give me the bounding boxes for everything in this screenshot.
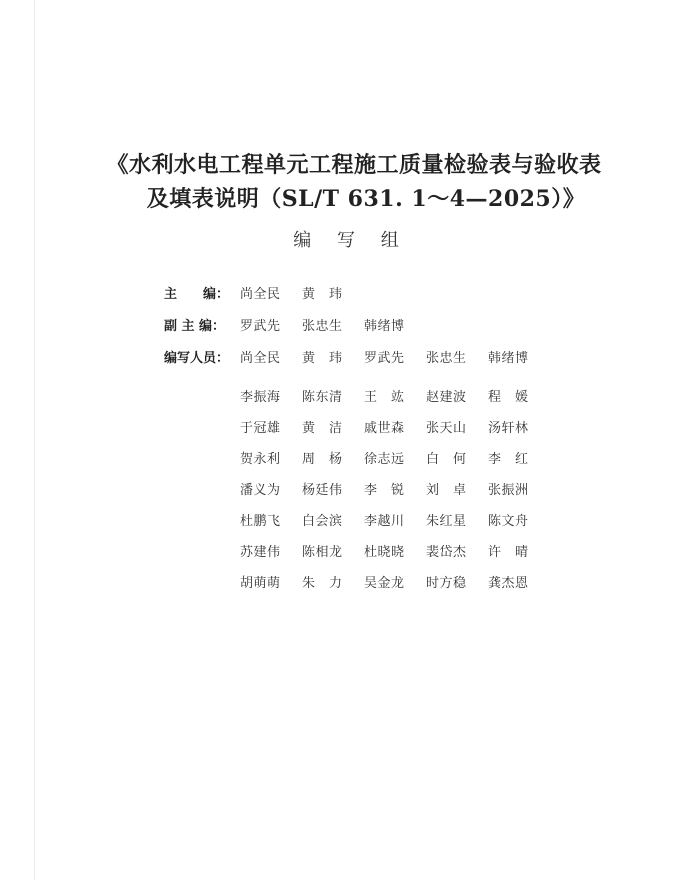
document-title-line-2: 及填表说明（SL/T 631. 1～4—2025）》: [146, 186, 586, 212]
writer-name: 龚杰恩: [488, 576, 529, 591]
writer-name: 周 杨: [302, 452, 343, 467]
writer-name: 朱 力: [302, 576, 343, 591]
writers-row: [164, 345, 550, 376]
writer-name: 李振海: [240, 390, 281, 405]
writer-name: 黄 洁: [302, 421, 343, 436]
writer-name: 贺永利: [240, 452, 281, 467]
deputy-editor-row: [164, 313, 550, 345]
writers-list-row: [240, 508, 550, 539]
writer-name: 罗武先: [364, 351, 405, 366]
writer-name: 杨廷伟: [302, 483, 343, 498]
writer-name: 韩绪博: [488, 351, 529, 366]
editor-roles: [164, 281, 550, 376]
writer-name: 李 红: [488, 452, 529, 467]
writer-name: 杜晓晓: [364, 545, 405, 560]
writer-name: 朱红星: [426, 514, 467, 529]
page-edge-divider: [34, 0, 35, 880]
deputy-editor-name: 张忠生: [302, 319, 343, 334]
writer-name: 戚世森: [364, 421, 405, 436]
writer-name: 李越川: [364, 514, 405, 529]
writer-name: 许 晴: [488, 545, 529, 560]
writer-name: 尚全民: [240, 351, 281, 366]
writer-name: 于冠雄: [240, 421, 281, 436]
writer-name: 时方稳: [426, 576, 467, 591]
writer-name: 黄 玮: [302, 351, 343, 366]
writers-list-row: [240, 539, 550, 570]
writer-name: 吴金龙: [364, 576, 405, 591]
writer-name: 潘义为: [240, 483, 281, 498]
writer-name: 裴岱杰: [426, 545, 467, 560]
writers-list-row: [240, 415, 550, 446]
chief-editor-label: 主 编：: [164, 287, 230, 302]
writers-list-row: [240, 570, 550, 601]
writers-list-row: [240, 446, 550, 477]
writer-name: 张天山: [426, 421, 467, 436]
document-title: [0, 148, 680, 216]
writers-list-row: [240, 477, 550, 508]
writer-name: 白 何: [426, 452, 467, 467]
writers-list: [240, 384, 550, 601]
writer-name: 程 媛: [488, 390, 529, 405]
writer-name: 陈相龙: [302, 545, 343, 560]
editorial-group-heading: 编 写 组: [293, 230, 409, 251]
chief-editor-name: 黄 玮: [302, 287, 343, 302]
deputy-editor-name: 韩绪博: [364, 319, 405, 334]
writer-name: 张忠生: [426, 351, 467, 366]
writer-name: 王 竑: [364, 390, 405, 405]
chief-editor-name: 尚全民: [240, 287, 281, 302]
writer-name: 苏建伟: [240, 545, 281, 560]
document-title-line-1: 《水利水电工程单元工程施工质量检验表与验收表: [106, 152, 602, 178]
writer-name: 杜鹏飞: [240, 514, 281, 529]
writer-name: 刘 卓: [426, 483, 467, 498]
writer-name: 胡萌萌: [240, 576, 281, 591]
writer-name: 徐志远: [364, 452, 405, 467]
writer-name: 陈文舟: [488, 514, 529, 529]
writers-label: 编写人员：: [164, 351, 230, 366]
writer-name: 白会滨: [302, 514, 343, 529]
deputy-editor-label: 副 主 编：: [164, 319, 226, 334]
writer-name: 张振洲: [488, 483, 529, 498]
deputy-editor-name: 罗武先: [240, 319, 281, 334]
chief-editor-row: [164, 281, 550, 313]
writer-name: 赵建波: [426, 390, 467, 405]
writer-name: 李 锐: [364, 483, 405, 498]
writer-name: 陈东清: [302, 390, 343, 405]
writers-list-row: [240, 384, 550, 415]
writer-name: 汤轩林: [488, 421, 529, 436]
